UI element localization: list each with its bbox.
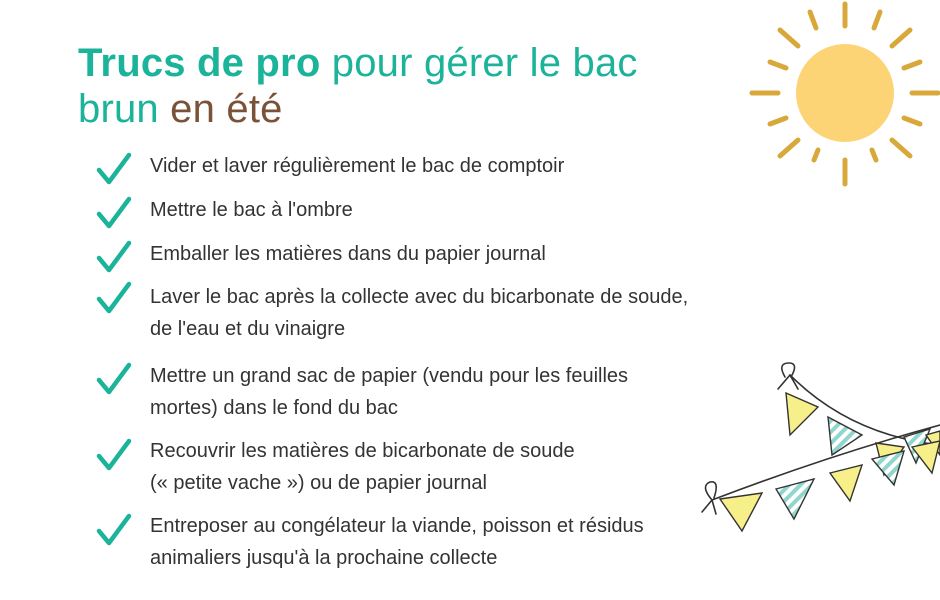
tip-text: [150, 150, 564, 182]
tip-line-1: Mettre un grand sac de papier (vendu pour les feuilles: [150, 365, 629, 387]
tip-item: [96, 360, 776, 430]
tip-item: [96, 510, 776, 580]
tip-text: [150, 281, 688, 345]
tip-line-2: (« petite vache ») ou de papier journal: [150, 472, 487, 494]
tip-item: [96, 281, 776, 351]
tip-text: [150, 360, 628, 424]
checkmark-icon: [96, 281, 132, 315]
title-part4: en été: [170, 87, 283, 131]
tip-line-2: animaliers jusqu'à la prochaine collecte: [150, 547, 498, 569]
checkmark-icon: [96, 362, 132, 396]
checkmark-icon: [96, 438, 132, 472]
tip-line-1: Recouvrir les matières de bicarbonate de soude: [150, 440, 575, 462]
checkmark-icon: [96, 240, 132, 274]
tip-line-1: Laver le bac après la collecte avec du bicarbonate de soude,: [150, 286, 689, 308]
title-part3: brun: [78, 87, 171, 131]
title-bold: Trucs de pro: [78, 41, 321, 85]
tip-line-1: Vider et laver régulièrement le bac de comptoir: [150, 155, 565, 177]
bunting-flags-icon: [690, 355, 940, 550]
checkmark-icon: [96, 152, 132, 186]
checkmark-icon: [96, 513, 132, 547]
tip-text: [150, 510, 644, 574]
checkmark-icon: [96, 196, 132, 230]
tip-line-1: Mettre le bac à l'ombre: [150, 199, 353, 221]
tip-item: [96, 435, 776, 505]
sun-icon: [748, 0, 940, 197]
tip-text: [150, 194, 353, 226]
tip-text: [150, 238, 546, 270]
title-part2: pour gérer le bac: [320, 41, 638, 85]
page-title: [78, 40, 638, 132]
tip-line-2: de l'eau et du vinaigre: [150, 318, 346, 340]
tip-line-1: Emballer les matières dans du papier journal: [150, 243, 546, 265]
tip-text: [150, 435, 575, 499]
tip-line-2: mortes) dans le fond du bac: [150, 397, 398, 419]
tip-line-1: Entreposer au congélateur la viande, poisson et résidus: [150, 515, 644, 537]
